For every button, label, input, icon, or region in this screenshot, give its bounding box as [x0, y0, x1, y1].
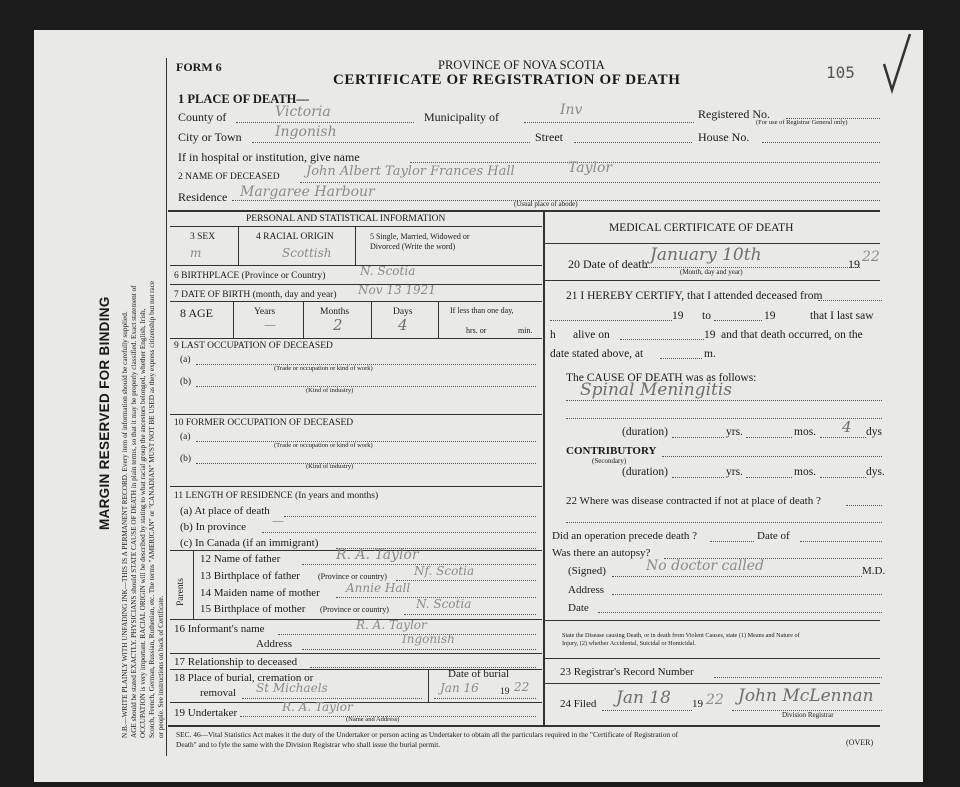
- date-of-death-label: 20 Date of death: [568, 257, 648, 271]
- former-occ-a: (a): [180, 432, 191, 442]
- residence-in-province-value: —: [272, 514, 284, 528]
- certify-19-c: 19: [704, 329, 716, 341]
- notice-line-4: Scotch, French, German, Russian, Ruthenian, etc. The terms "AMERICAN" or "CANADIAN" MUST NOT BE USED as they express citizenship but not race: [148, 280, 156, 738]
- footer-sec46-line-1: SEC. 46—Vital Statistics Act makes it the duty of the Undertaker or person acting as Undertaker to obtain all the particulars required in the "Certificate of Registration of: [176, 730, 679, 739]
- certify-h: h: [550, 329, 556, 341]
- municipality-label: Municipality of: [424, 110, 499, 124]
- last-occ-b: (b): [180, 377, 192, 387]
- city-label: City or Town: [178, 130, 242, 144]
- former-occ-trade-note: (Trade or occupation or kind of work): [274, 442, 373, 449]
- medical-heading: MEDICAL CERTIFICATE OF DEATH: [609, 222, 794, 234]
- residence-length-label: 11 LENGTH OF RESIDENCE (In years and months): [174, 491, 379, 501]
- house-no-label: House No.: [698, 130, 750, 144]
- certify-alive-on: alive on: [573, 329, 610, 341]
- certify-m: m.: [704, 348, 716, 360]
- hrs-or-label: hrs. or: [466, 326, 487, 335]
- months-value: 2: [333, 316, 343, 334]
- province-heading: PROVINCE OF NOVA SCOTIA: [438, 58, 605, 72]
- footer-over: (OVER): [846, 738, 874, 747]
- md-label: M.D.: [862, 565, 886, 577]
- racial-origin-label: 4 RACIAL ORIGIN: [256, 232, 334, 242]
- former-occ-industry-note: (Kind of industry): [306, 463, 354, 470]
- last-occ-trade-note: (Trade or occupation or kind of work): [274, 365, 373, 372]
- registered-no-label: Registered No.: [698, 107, 770, 121]
- residence-at-place: (a) At place of death: [180, 505, 270, 517]
- sex-label: 3 SEX: [190, 232, 216, 242]
- duration-dys-2: dys.: [866, 466, 885, 478]
- mother-birthplace-note: (Province or country): [320, 605, 389, 614]
- hospital-label: If in hospital or institution, give name: [178, 150, 360, 164]
- registrar-record-label: 23 Registrar's Record Number: [560, 666, 694, 678]
- residence-in-canada: (c) In Canada (if an immigrant): [180, 537, 319, 549]
- medical-address-label: Address: [568, 584, 605, 596]
- age-label: 8 AGE: [180, 306, 213, 320]
- last-occupation-label: 9 LAST OCCUPATION OF DECEASED: [174, 341, 333, 351]
- relationship-label: 17 Relationship to deceased: [174, 656, 298, 668]
- autopsy-label: Was there an autopsy?: [552, 547, 651, 559]
- name-of-deceased-value: John Albert Taylor Frances Hall: [306, 164, 515, 179]
- min-label: min.: [518, 326, 533, 335]
- notice-line-1: N.B.—WRITE PLAINLY WITH UNFADING INK—THIS IS A PERMANENT RECORD. Every item of information should be carefully supplied.: [121, 311, 129, 738]
- certify-19-b: 19: [764, 310, 776, 322]
- mother-name-value: Annie Hall: [346, 581, 411, 595]
- former-occupation-label: 10 FORMER OCCUPATION OF DECEASED: [174, 418, 354, 428]
- burial-place-value: St Michaels: [256, 681, 328, 695]
- county-value: Victoria: [275, 104, 331, 120]
- duration-mos: mos.: [794, 426, 817, 438]
- days-value: 4: [398, 316, 408, 334]
- undertaker-value: R. A. Taylor: [282, 700, 353, 714]
- violent-causes-note-1: State the Disease causing Death, or in death from Violent Causes, state (1) Means and Nature of: [562, 632, 800, 639]
- cause-of-death-value: Spinal Meningitis: [580, 380, 733, 400]
- filed-label: 24 Filed: [560, 698, 597, 710]
- name-of-deceased-surname: Taylor: [568, 160, 613, 176]
- certify-death-occurred: and that death occurred, on the: [721, 329, 863, 341]
- certify-to: to: [702, 310, 711, 322]
- father-name-label: 12 Name of father: [200, 553, 281, 565]
- date-of-burial-year-label: 19: [500, 687, 510, 697]
- father-birthplace-label: 13 Birthplace of father: [200, 570, 300, 582]
- check-mark-icon: [880, 30, 920, 100]
- violent-causes-note-2: Injury, (2) whether Accidental, Suicidal or Homicidal.: [562, 640, 696, 647]
- municipality-value: Inv: [560, 102, 583, 118]
- date-of-burial-value: Jan 16: [440, 681, 479, 695]
- months-label: Months: [320, 307, 350, 317]
- date-of-death-note: (Month, day and year): [680, 268, 743, 276]
- street-label: Street: [535, 130, 563, 144]
- date-of-birth-label: 7 DATE OF BIRTH (month, day and year): [174, 290, 337, 300]
- last-occ-industry-note: (Kind of industry): [306, 387, 354, 394]
- years-label: Years: [254, 307, 276, 317]
- filed-year-value: 22: [706, 692, 724, 708]
- former-occ-b: (b): [180, 454, 192, 464]
- signed-value: No doctor called: [646, 558, 764, 574]
- date-of-death-year-label: 19: [848, 257, 860, 271]
- medical-date-label: Date: [568, 602, 589, 614]
- filed-value: Jan 18: [616, 688, 671, 708]
- footer-sec46-line-2: Death" and to fyle the same with the Division Registrar who shall issue the burial permit.: [176, 740, 441, 749]
- mother-birthplace-value: N. Scotia: [416, 597, 472, 611]
- date-of-death-value: January 10th: [650, 245, 762, 265]
- contributory-label: CONTRIBUTORY: [566, 445, 657, 457]
- mother-birthplace-label: 15 Birthplace of mother: [200, 603, 306, 615]
- registered-no-note: (For use of Registrar General only): [756, 119, 848, 126]
- duration-dys: dys: [866, 426, 882, 438]
- division-registrar-note: Division Registrar: [782, 711, 834, 719]
- father-birthplace-note: (Province or country): [318, 572, 387, 581]
- sex-value: m: [190, 246, 202, 260]
- disease-contracted-label: 22 Where was disease contracted if not at place of death ?: [566, 495, 821, 507]
- certify-last-saw: that I last saw: [810, 310, 874, 322]
- informant-value: R. A. Taylor: [356, 618, 427, 632]
- registration-number: 105: [826, 63, 855, 82]
- duration-yrs-2: yrs.: [726, 466, 743, 478]
- removal-label: removal: [200, 687, 237, 699]
- marital-label-1: 5 Single, Married, Widowed or: [370, 232, 470, 241]
- burial-place-label: 18 Place of burial, cremation or: [174, 672, 314, 684]
- abode-note: (Usual place of abode): [514, 200, 578, 208]
- racial-origin-value: Scottish: [282, 246, 332, 260]
- certify-line-1: 21 I HEREBY CERTIFY, that I attended deceased from: [566, 290, 823, 302]
- mother-name-label: 14 Maiden name of mother: [200, 587, 320, 599]
- binding-margin-title: MARGIN RESERVED FOR BINDING: [97, 296, 112, 530]
- birthplace-label: 6 BIRTHPLACE (Province or Country): [174, 271, 326, 281]
- certify-date-stated: date stated above, at: [550, 348, 644, 360]
- notice-line-3: OCCUPATION is very important. RACIAL ORIGIN will be described by stating to what racial group the ancestors belonged, whether English, Irish,: [139, 308, 147, 738]
- informant-label: 16 Informant's name: [174, 623, 265, 635]
- residence-value: Margaree Harbour: [240, 184, 375, 200]
- date-of-birth-value: Nov 13 1921: [358, 283, 436, 297]
- certify-19-a: 19: [672, 310, 684, 322]
- cause-of-death-label: The CAUSE OF DEATH was as follows:: [566, 372, 757, 384]
- less-than-day-label: If less than one day,: [450, 306, 514, 315]
- form-number: FORM 6: [176, 60, 222, 74]
- father-name-value: R. A. Taylor: [336, 547, 419, 563]
- name-address-note: (Name and Address): [346, 716, 400, 723]
- city-value: Ingonish: [275, 124, 337, 140]
- date-of-burial-year-value: 22: [514, 680, 530, 694]
- notice-line-2: AGE should be stated EXACTLY. PHYSICIANS should STATE CAUSE OF DEATH in plain terms, so that it may be properly classified. Exact statement of: [130, 285, 138, 738]
- date-of-burial-label: Date of burial: [448, 668, 510, 680]
- marital-label-2: Divorced (Write the word): [370, 242, 456, 251]
- certificate-title: CERTIFICATE OF REGISTRATION OF DEATH: [333, 72, 681, 88]
- parents-label: Parents: [176, 578, 186, 606]
- margin-border: [166, 58, 167, 756]
- signed-label: (Signed): [568, 565, 606, 577]
- birthplace-value: N. Scotia: [360, 264, 416, 278]
- date-of-death-year-value: 22: [862, 249, 880, 265]
- operation-label: Did an operation precede death ?: [552, 530, 698, 542]
- father-birthplace-value: Nf. Scotia: [414, 564, 475, 578]
- place-of-death-heading: 1 PLACE OF DEATH—: [178, 92, 309, 106]
- date-of-label: Date of: [757, 530, 790, 542]
- name-of-deceased-label: 2 NAME OF DECEASED: [178, 172, 280, 182]
- years-value: —: [264, 318, 276, 332]
- county-label: County of: [178, 110, 227, 124]
- duration-label-2: (duration): [622, 466, 668, 478]
- secondary-note: (Secondary): [592, 457, 627, 465]
- residence-in-province: (b) In province: [180, 521, 246, 533]
- duration-yrs: yrs.: [726, 426, 743, 438]
- filed-year-label: 19: [692, 698, 703, 710]
- last-occ-a: (a): [180, 355, 191, 365]
- duration-days-value: 4: [842, 418, 852, 436]
- residence-label: Residence: [178, 190, 228, 204]
- days-label: Days: [393, 307, 413, 317]
- informant-address-value: Ingonish: [402, 632, 455, 646]
- personal-heading: PERSONAL AND STATISTICAL INFORMATION: [246, 214, 446, 224]
- duration-label: (duration): [622, 426, 668, 438]
- undertaker-label: 19 Undertaker: [174, 707, 238, 719]
- notice-line-5: or people. See instructions on back of Certificate.: [157, 595, 165, 738]
- division-registrar-signature: John McLennan: [738, 686, 874, 706]
- informant-address-label: Address: [256, 638, 293, 650]
- duration-mos-2: mos.: [794, 466, 817, 478]
